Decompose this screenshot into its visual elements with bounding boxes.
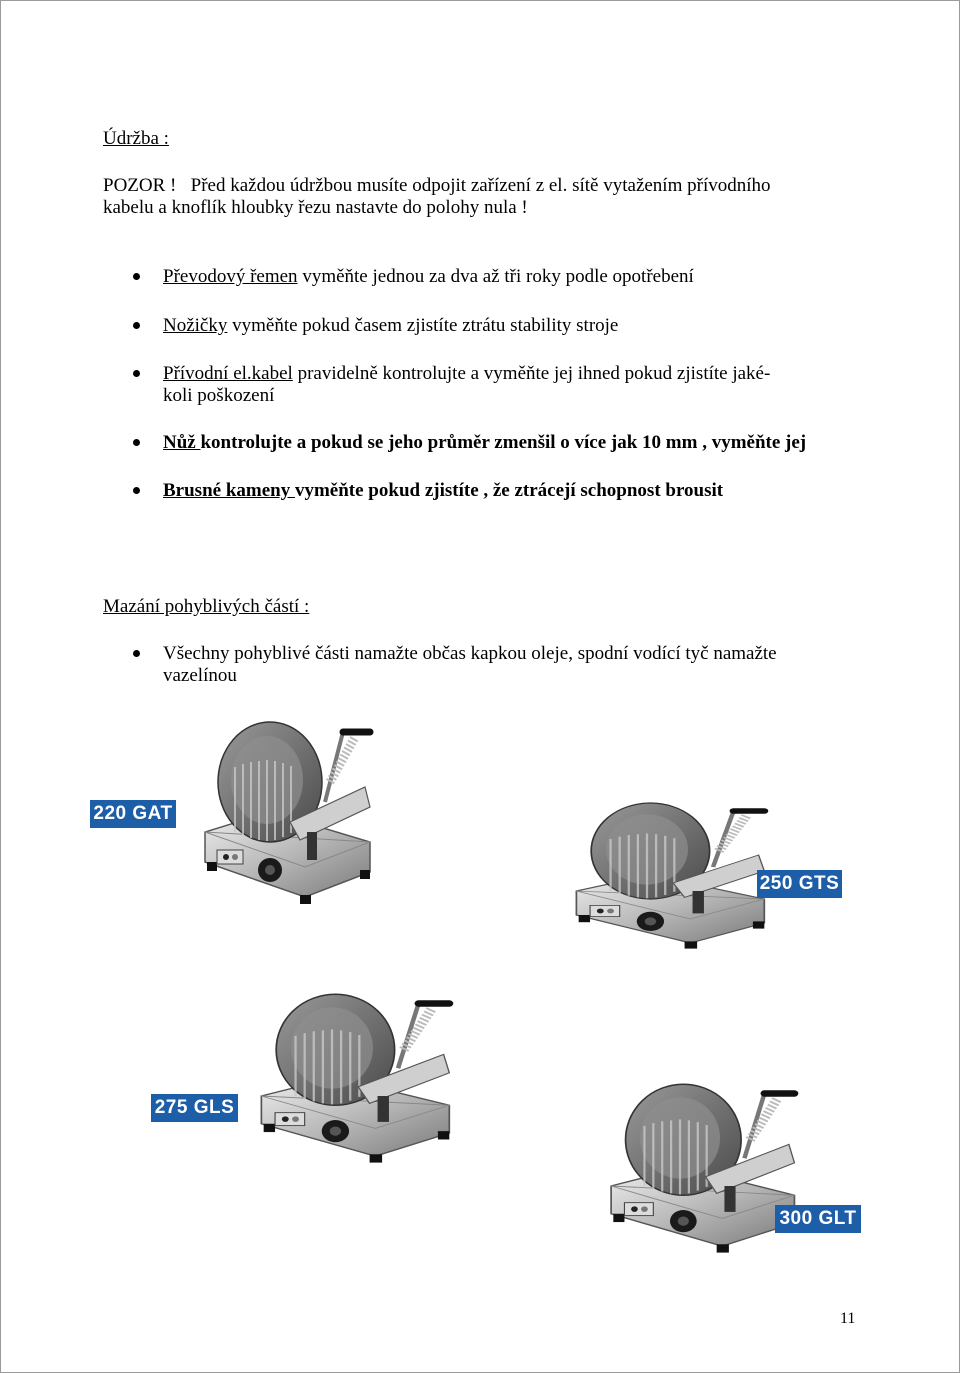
model-label-250-gts: 250 GTS xyxy=(757,870,842,898)
item-text: kontrolujte a pokud se jeho průměr zmenšil o více jak 10 mm , vyměňte jej xyxy=(200,432,807,453)
bullet-icon xyxy=(133,370,140,377)
model-label-300-glt: 300 GLT xyxy=(775,1205,861,1233)
item-text: vyměňte jednou za dva až tři roky podle opotřebení xyxy=(297,266,694,287)
bullet-icon xyxy=(133,487,140,494)
maintenance-item-cable-cont: koli poškození xyxy=(163,385,275,406)
model-label-275-gls: 275 GLS xyxy=(151,1094,238,1122)
lubrication-heading: Mazání pohyblivých částí : xyxy=(103,596,310,617)
item-text: vyměňte pokud časem zjistíte ztrátu stability stroje xyxy=(227,315,619,336)
slicer-300-glt-image xyxy=(600,1075,800,1260)
warning-line-1 xyxy=(103,175,771,197)
maintenance-item-belt xyxy=(163,266,694,288)
warning-text-1: Před každou údržbou musíte odpojit zařízení z el. sítě vytažením přívodního xyxy=(190,175,771,196)
warning-line-2: kabelu a knoflík hloubky řezu nastavte do polohy nula ! xyxy=(103,197,528,218)
bullet-icon xyxy=(133,322,140,329)
item-text: vyměňte pokud zjistíte , že ztrácejí schopnost brousit xyxy=(294,480,724,501)
bullet-icon xyxy=(133,273,140,280)
lubrication-item: Všechny pohyblivé části namažte občas kapkou oleje, spodní vodící tyč namažte xyxy=(163,643,777,664)
bullet-icon xyxy=(133,439,140,446)
page-number: 11 xyxy=(840,1310,856,1327)
bullet-icon xyxy=(133,650,140,657)
item-term: Brusné kameny xyxy=(163,480,295,501)
item-term: Nožičky xyxy=(163,315,228,336)
warning-label: POZOR ! xyxy=(103,175,177,196)
maintenance-item-stones xyxy=(163,480,723,502)
maintenance-heading: Údržba : xyxy=(103,128,169,149)
item-term: Přívodní el.kabel xyxy=(163,363,293,384)
lubrication-item-cont: vazelínou xyxy=(163,665,237,686)
slicer-220-gat-image xyxy=(195,712,375,912)
maintenance-item-cable xyxy=(163,363,770,385)
item-text: pravidelně kontrolujte a vyměňte jej ihned pokud zjistíte jaké- xyxy=(292,363,771,384)
item-term: Nůž xyxy=(163,432,201,453)
maintenance-item-feet xyxy=(163,315,618,337)
item-term: Převodový řemen xyxy=(163,266,298,287)
slicer-250-gts-image xyxy=(565,795,770,955)
maintenance-item-knife xyxy=(163,432,806,454)
slicer-275-gls-image xyxy=(250,985,455,1170)
model-label-220-gat: 220 GAT xyxy=(90,800,176,828)
